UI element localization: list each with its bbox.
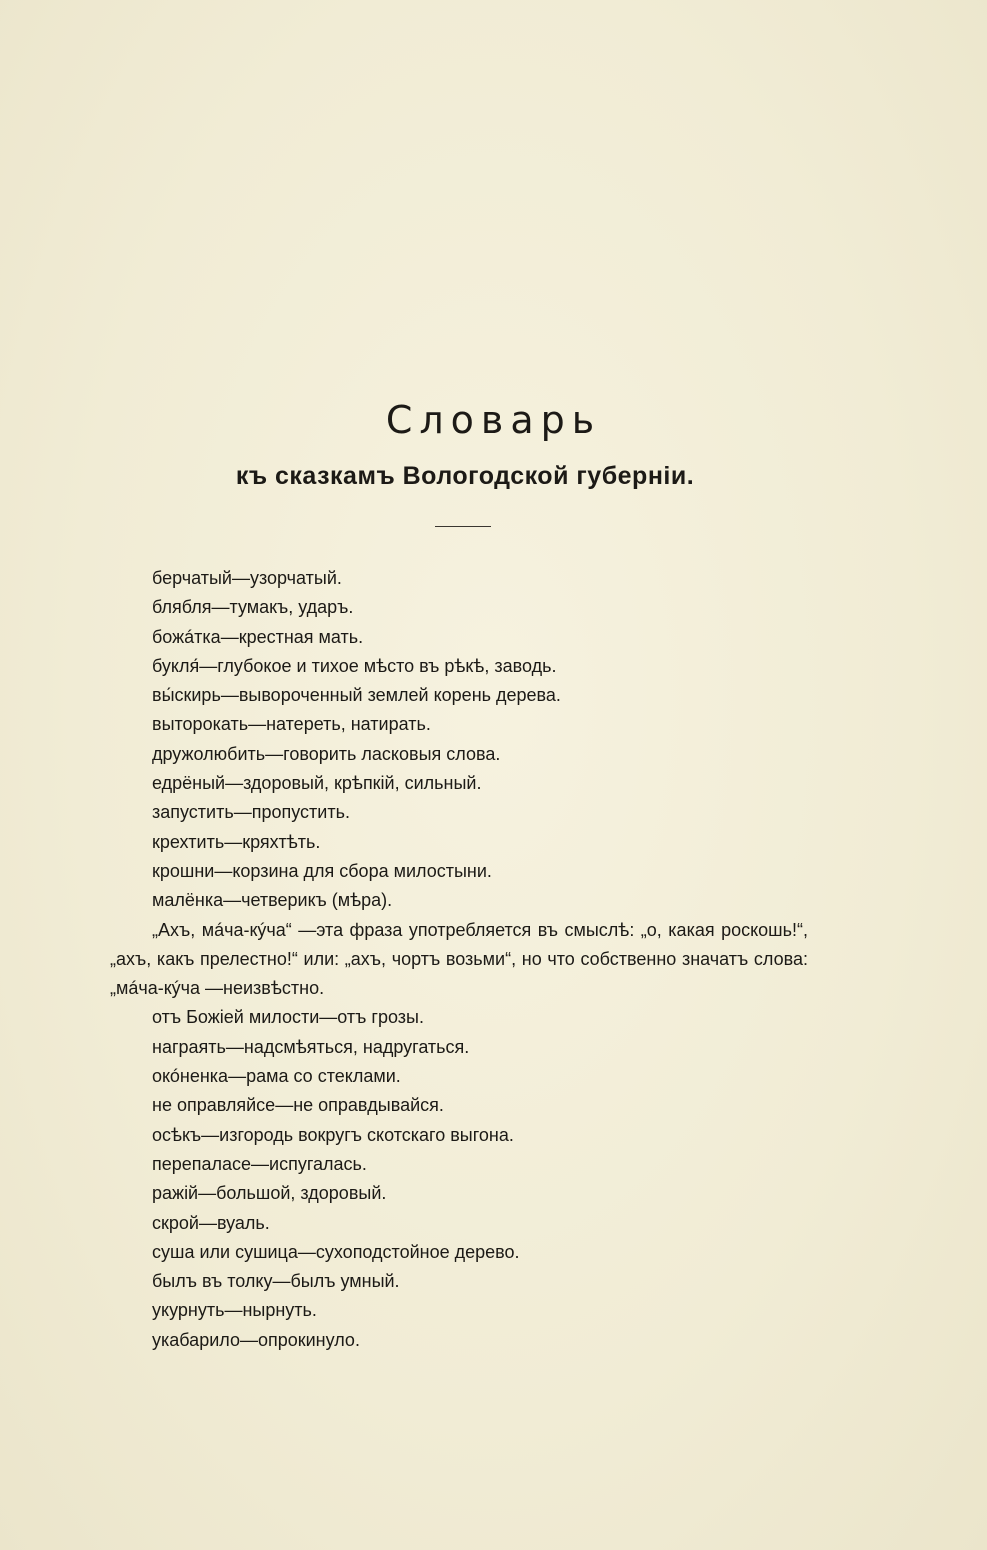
dictionary-entry: укурнуть—нырнуть. bbox=[152, 1300, 317, 1321]
dictionary-entry: суша или сушица—сухоподстойное дерево. bbox=[152, 1241, 520, 1262]
dictionary-entry: отъ Божіей милости—отъ грозы. bbox=[152, 1007, 424, 1028]
dictionary-entry: осѣкъ—изгородь вокругъ скотскаго выгона. bbox=[152, 1124, 514, 1145]
dictionary-entry: перепаласе—испугалась. bbox=[152, 1153, 367, 1174]
dictionary-entry: дружолюбить—говорить ласковыя слова. bbox=[152, 743, 501, 764]
dictionary-entry: букля́—глубокое и тихое мѣсто въ рѣкѣ, заводь. bbox=[152, 655, 557, 676]
dictionary-entry: едрёный—здоровый, крѣпкій, сильный. bbox=[152, 773, 482, 794]
dictionary-list bbox=[0, 564, 987, 1355]
dictionary-entry: окóненка—рама со стеклами. bbox=[152, 1066, 401, 1087]
dictionary-entry: укабарило—опрокинуло. bbox=[152, 1329, 360, 1350]
page-subtitle: къ сказкамъ Вологодской губерніи. bbox=[235, 462, 695, 490]
dictionary-entry: запустить—пропустить. bbox=[152, 802, 350, 823]
dictionary-entry: божáтка—крестная мать. bbox=[152, 626, 364, 647]
dictionary-entry-paragraph: „Ахъ, мáча-кýча“ —эта фраза употребляется въ смыслѣ: „о, какая роскошь!“, „ахъ, какъ прелестно!“ или: „ахъ, чортъ возьми“, но что собственно значатъ слова: „мáча-кýча —неизвѣстно. bbox=[110, 919, 808, 999]
dictionary-entry: крехтить—кряхтѣть. bbox=[152, 831, 321, 852]
dictionary-entry: награять—надсмѣяться, надругаться. bbox=[152, 1036, 470, 1057]
page-title: Словарь bbox=[385, 398, 602, 442]
dictionary-entry: не оправляйсе—не оправдывайся. bbox=[152, 1095, 444, 1116]
dictionary-entry: ражій—большой, здоровый. bbox=[152, 1183, 387, 1204]
dictionary-entry: блябля—тумакъ, ударъ. bbox=[152, 597, 354, 618]
dictionary-entry: выторокать—натереть, натирать. bbox=[152, 714, 431, 735]
dictionary-entry: малёнка—четверикъ (мѣра). bbox=[152, 890, 393, 911]
dictionary-entry: былъ въ толку—былъ умный. bbox=[152, 1271, 400, 1292]
dictionary-entry: берчатый—узорчатый. bbox=[152, 568, 342, 588]
dictionary-entry: скрой—вуаль. bbox=[152, 1212, 270, 1233]
title-divider bbox=[435, 526, 491, 527]
dictionary-entry: вы́скирь—вывороченный землей корень дерева. bbox=[152, 685, 561, 706]
dictionary-entry: крошни—корзина для сбора милостыни. bbox=[152, 860, 492, 881]
